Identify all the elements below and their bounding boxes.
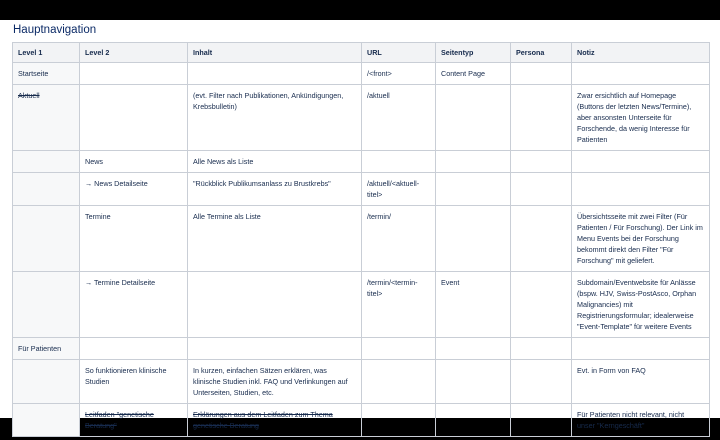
cell-inhalt: In kurzen, einfachen Sätzen erklären, was klinische Studien inkl. FAQ und Verlinkungen auf Unterseiten, Studien, etc. <box>188 360 362 404</box>
cell-url <box>362 404 436 437</box>
column-header: Notiz <box>572 43 710 63</box>
cell-notiz: Evt. in Form von FAQ <box>572 360 710 404</box>
cell-seitentyp <box>436 404 511 437</box>
cell-level2: Termine <box>80 206 188 272</box>
cell-level1 <box>13 173 80 206</box>
cell-level1: Startseite <box>13 63 80 85</box>
cell-level2 <box>80 338 188 360</box>
cell-url: /termin/ <box>362 206 436 272</box>
cell-persona <box>511 63 572 85</box>
cell-notiz <box>572 173 710 206</box>
column-header: Level 1 <box>13 43 80 63</box>
cell-seitentyp <box>436 206 511 272</box>
cell-seitentyp <box>436 85 511 151</box>
cell-inhalt: (evt. Filter nach Publikationen, Ankündigungen, Krebsbulletin) <box>188 85 362 151</box>
cell-level1: Aktuell <box>18 91 40 100</box>
cell-url <box>362 151 436 173</box>
cell-notiz: Subdomain/Eventwebsite für Anlässe (bspw. HJV, Swiss-PostAsco, Orphan Malignancies) mit Registrierungsformular; idealerweise "Event-Template" für weitere Events <box>572 272 710 338</box>
cell-persona <box>511 404 572 437</box>
cell-level2 <box>80 85 188 151</box>
cell-notiz <box>572 63 710 85</box>
cell-persona <box>511 338 572 360</box>
cell-inhalt <box>188 63 362 85</box>
cell-level1 <box>13 151 80 173</box>
cell-persona <box>511 360 572 404</box>
table-row <box>13 404 710 437</box>
cell-seitentyp <box>436 360 511 404</box>
cell-inhalt <box>188 338 362 360</box>
cell-level2-wrap <box>80 404 188 437</box>
column-header: Persona <box>511 43 572 63</box>
cell-inhalt <box>188 272 362 338</box>
cell-level1 <box>13 272 80 338</box>
column-header: Level 2 <box>80 43 188 63</box>
cell-url: /termin/<termin-titel> <box>362 272 436 338</box>
cell-inhalt-wrap <box>188 404 362 437</box>
cell-notiz: Für Patienten nicht relevant, nicht unser "Kerngeschäft" <box>572 404 710 437</box>
cell-persona <box>511 272 572 338</box>
cell-seitentyp <box>436 338 511 360</box>
cell-level1 <box>13 360 80 404</box>
table-row <box>13 272 710 338</box>
cell-level1 <box>13 404 80 437</box>
cell-level2: → Termine Detailseite <box>80 272 188 338</box>
table-row <box>13 63 710 85</box>
navigation-table <box>12 42 710 437</box>
cell-inhalt: Alle News als Liste <box>188 151 362 173</box>
cell-level1 <box>13 206 80 272</box>
cell-url: /aktuell/<aktuell-titel> <box>362 173 436 206</box>
cell-level2: → News Detailseite <box>80 173 188 206</box>
cell-persona <box>511 151 572 173</box>
table-row <box>13 151 710 173</box>
table-row <box>13 338 710 360</box>
cell-seitentyp: Content Page <box>436 63 511 85</box>
cell-inhalt: "Rückblick Publikumsanlass zu Brustkrebs" <box>188 173 362 206</box>
cell-persona <box>511 173 572 206</box>
cell-notiz: Übersichtsseite mit zwei Filter (Für Patienten / Für Forschung). Der Link im Menu Events bei der Forschung bekommt direkt den Filter "Für Forschung" mit geliefert. <box>572 206 710 272</box>
cell-persona <box>511 85 572 151</box>
cell-level2 <box>80 63 188 85</box>
cell-inhalt: Erklärungen aus dem Leitfaden zum Thema genetische Beratung <box>193 410 333 430</box>
table-header-row <box>13 43 710 63</box>
cell-seitentyp <box>436 151 511 173</box>
cell-level2: So funktionieren klinische Studien <box>80 360 188 404</box>
cell-url <box>362 338 436 360</box>
cell-inhalt: Alle Termine als Liste <box>188 206 362 272</box>
cell-notiz <box>572 338 710 360</box>
table-row <box>13 85 710 151</box>
page-content <box>0 20 720 430</box>
cell-notiz <box>572 151 710 173</box>
cell-seitentyp: Event <box>436 272 511 338</box>
cell-level1: Für Patienten <box>13 338 80 360</box>
table-row <box>13 360 710 404</box>
cell-level2: Leitfaden "genetische Beratung" <box>85 410 154 430</box>
column-header: Seitentyp <box>436 43 511 63</box>
cell-url <box>362 360 436 404</box>
table-row <box>13 206 710 272</box>
cell-seitentyp <box>436 173 511 206</box>
column-header: Inhalt <box>188 43 362 63</box>
cell-notiz: Zwar ersichtlich auf Homepage (Buttons der letzten News/Termine), aber ansonsten Unterseite für Forschende, da wenig Interesse für Patienten <box>572 85 710 151</box>
cell-persona <box>511 206 572 272</box>
section-heading: Hauptnavigation <box>13 24 97 36</box>
cell-level1-wrap <box>13 85 80 151</box>
column-header: URL <box>362 43 436 63</box>
cell-level2: News <box>80 151 188 173</box>
cell-url: /<front> <box>362 63 436 85</box>
cell-url: /aktuell <box>362 85 436 151</box>
table-row <box>13 173 710 206</box>
